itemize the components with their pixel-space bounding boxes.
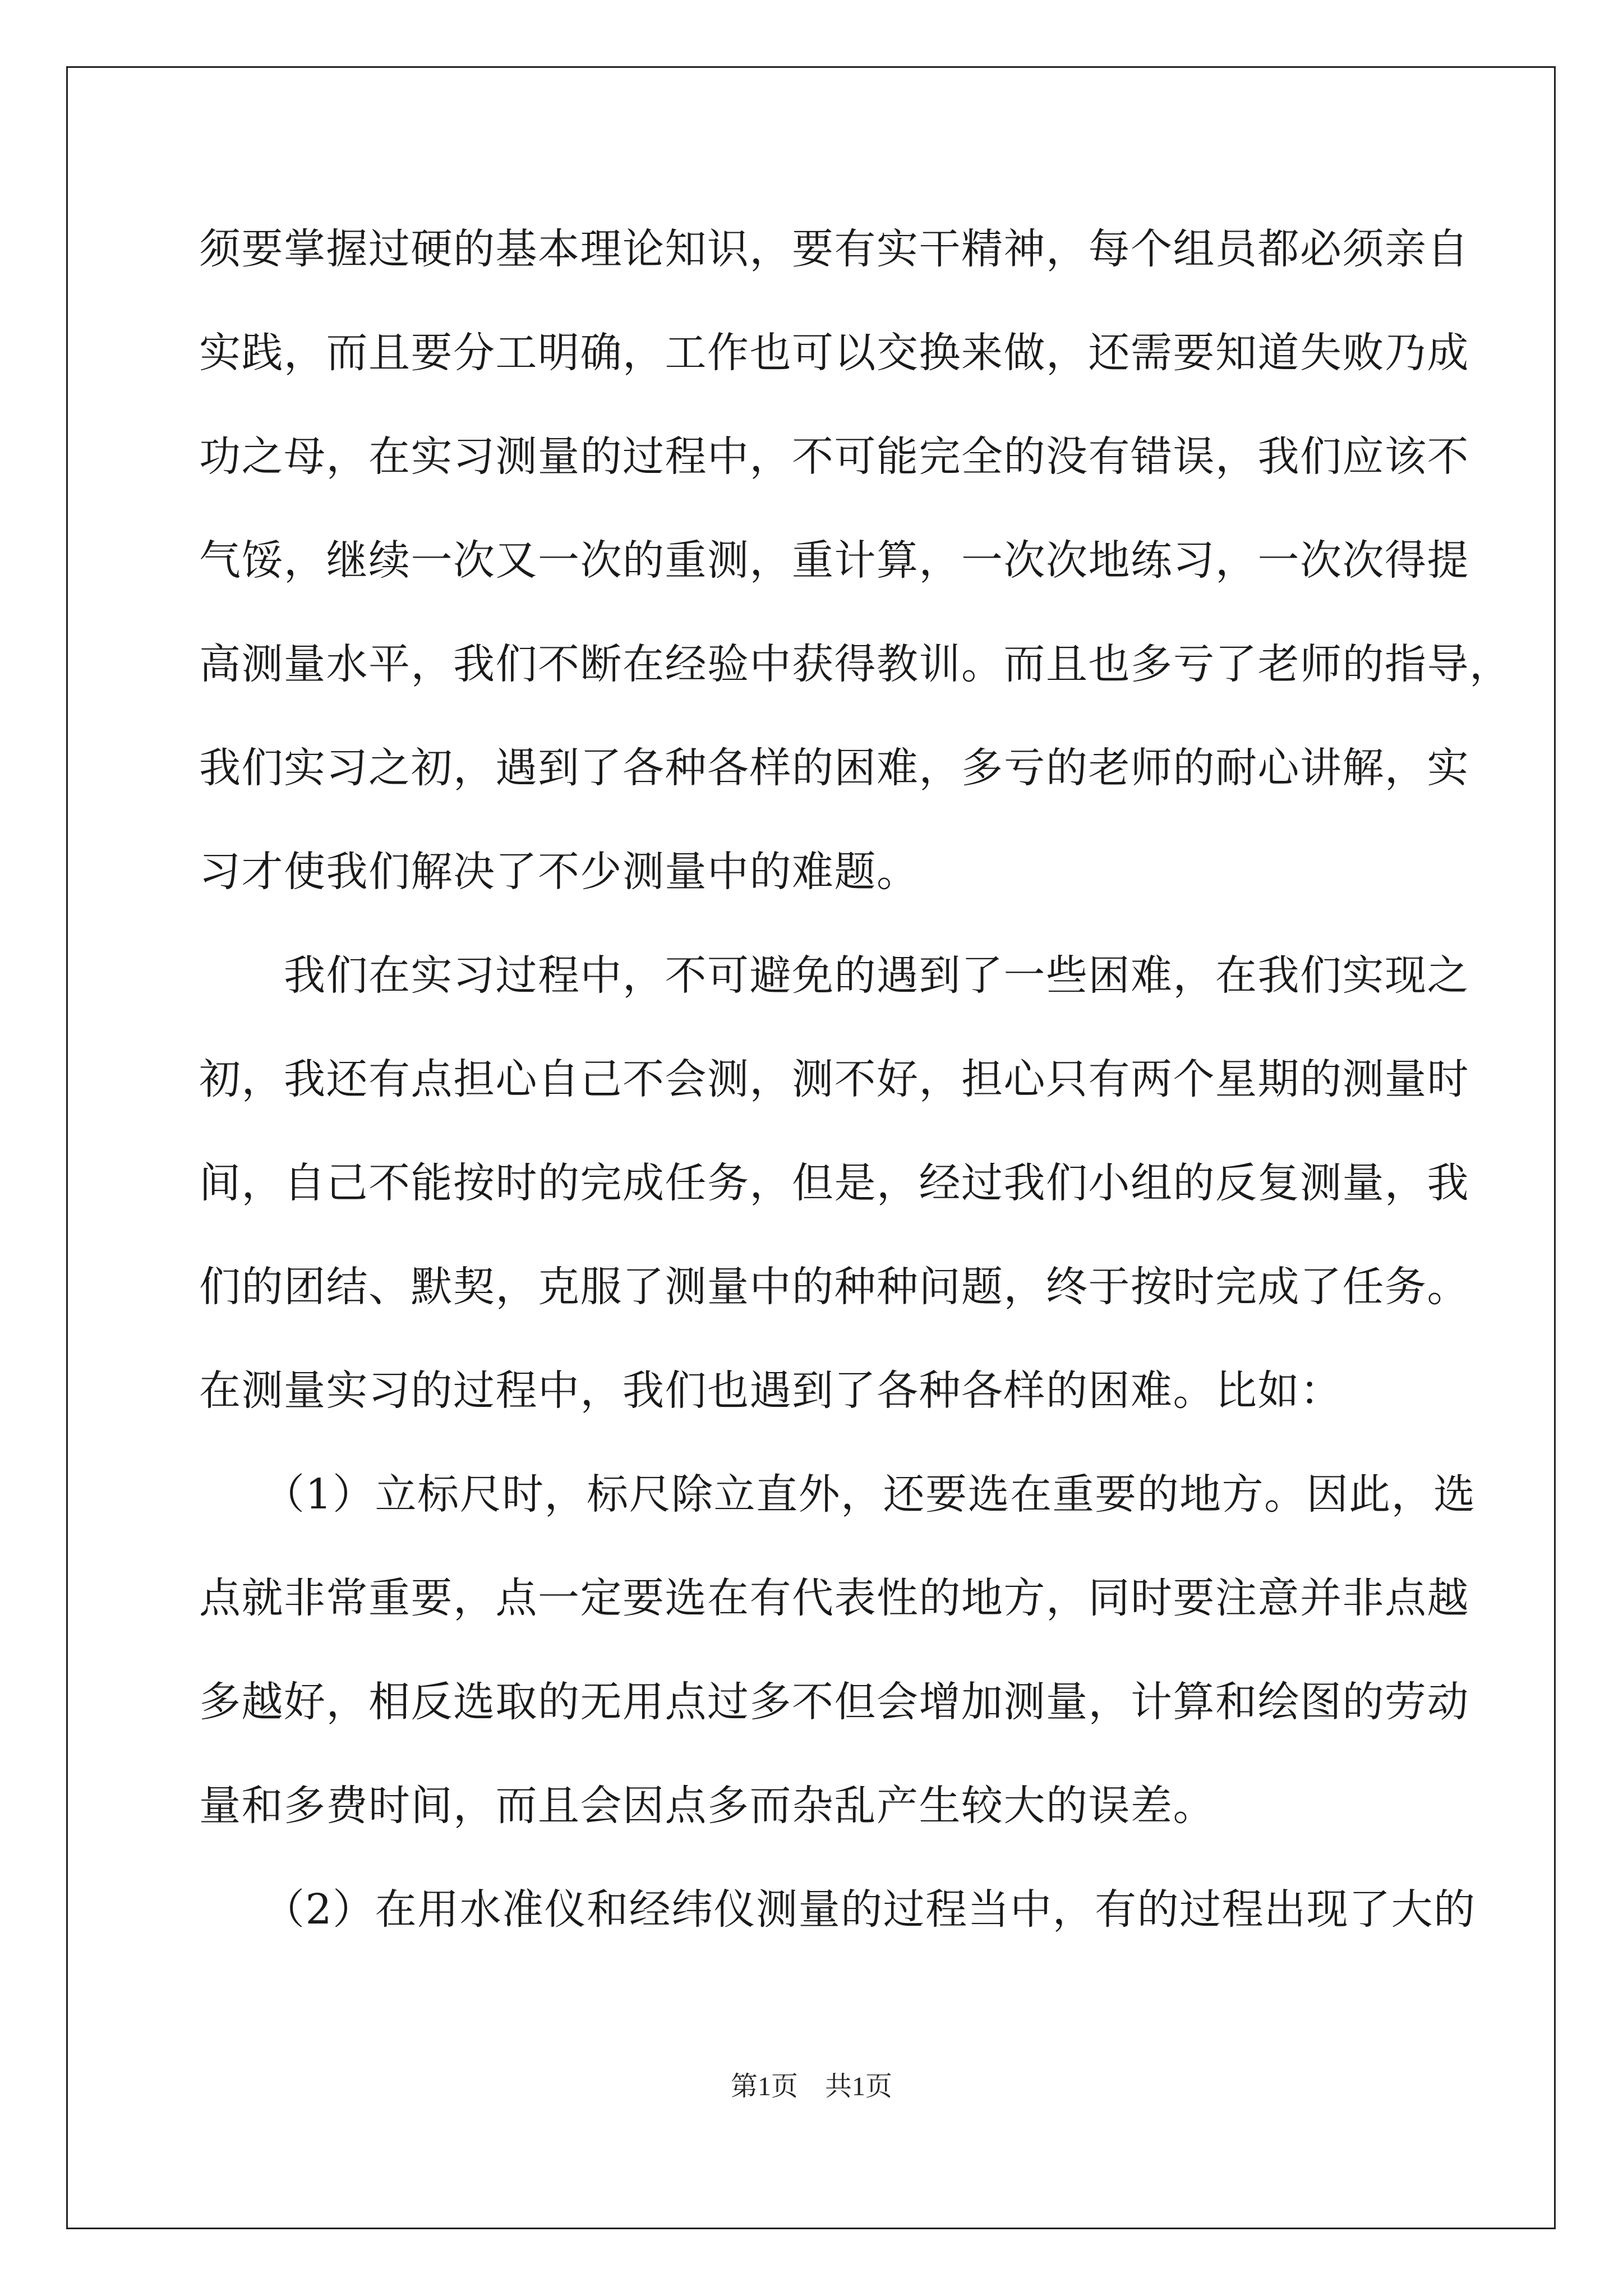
text-line: 点就非常重要，点一定要选在有代表性的地方，同时要注意并非点越 <box>199 1574 1469 1622</box>
body-text <box>199 213 1512 1977</box>
text-line: 们的团结、默契，克服了测量中的种种问题，终于按时完成了任务。 <box>199 1263 1469 1311</box>
text-line: 我们实习之初，遇到了各种各样的困难，多亏的老师的耐心讲解，实 <box>199 744 1469 792</box>
text-line: 气馁，继续一次又一次的重测，重计算，一次次地练习，一次次得提 <box>199 536 1469 585</box>
text-line: 量和多费时间，而且会因点多而杂乱产生较大的误差。 <box>199 1782 1215 1830</box>
text-line: 须要掌握过硬的基本理论知识，要有实干精神，每个组员都必须亲自 <box>199 225 1469 273</box>
text-line: 初，我还有点担心自己不会测，测不好，担心只有两个星期的测量时 <box>199 1055 1469 1103</box>
text-line: 功之母，在实习测量的过程中，不可能完全的没有错误，我们应该不 <box>199 432 1469 481</box>
text-line: 我们在实习过程中，不可避免的遇到了一些困难，在我们实现之 <box>199 951 1469 1000</box>
text-line: 在测量实习的过程中，我们也遇到了各种各样的困难。比如： <box>199 1366 1343 1415</box>
page-footer: 第1页 共1页 <box>730 2072 892 2101</box>
text-line: （2）在用水准仪和经纬仪测量的过程当中，有的过程出现了大的 <box>199 1885 1476 1934</box>
text-line: （1）立标尺时，标尺除立直外，还要选在重要的地方。因此，选 <box>199 1470 1476 1519</box>
text-line: 高测量水平，我们不断在经验中获得教训。而且也多亏了老师的指导， <box>199 640 1512 688</box>
text-line: 实践，而且要分工明确，工作也可以交换来做，还需要知道失败乃成 <box>199 329 1469 377</box>
text-line: 习才使我们解决了不少测量中的难题。 <box>199 848 919 896</box>
text-line: 多越好，相反选取的无用点过多不但会增加测量，计算和绘图的劳动 <box>199 1678 1469 1726</box>
text-line: 间，自己不能按时的完成任务，但是，经过我们小组的反复测量，我 <box>199 1159 1469 1207</box>
